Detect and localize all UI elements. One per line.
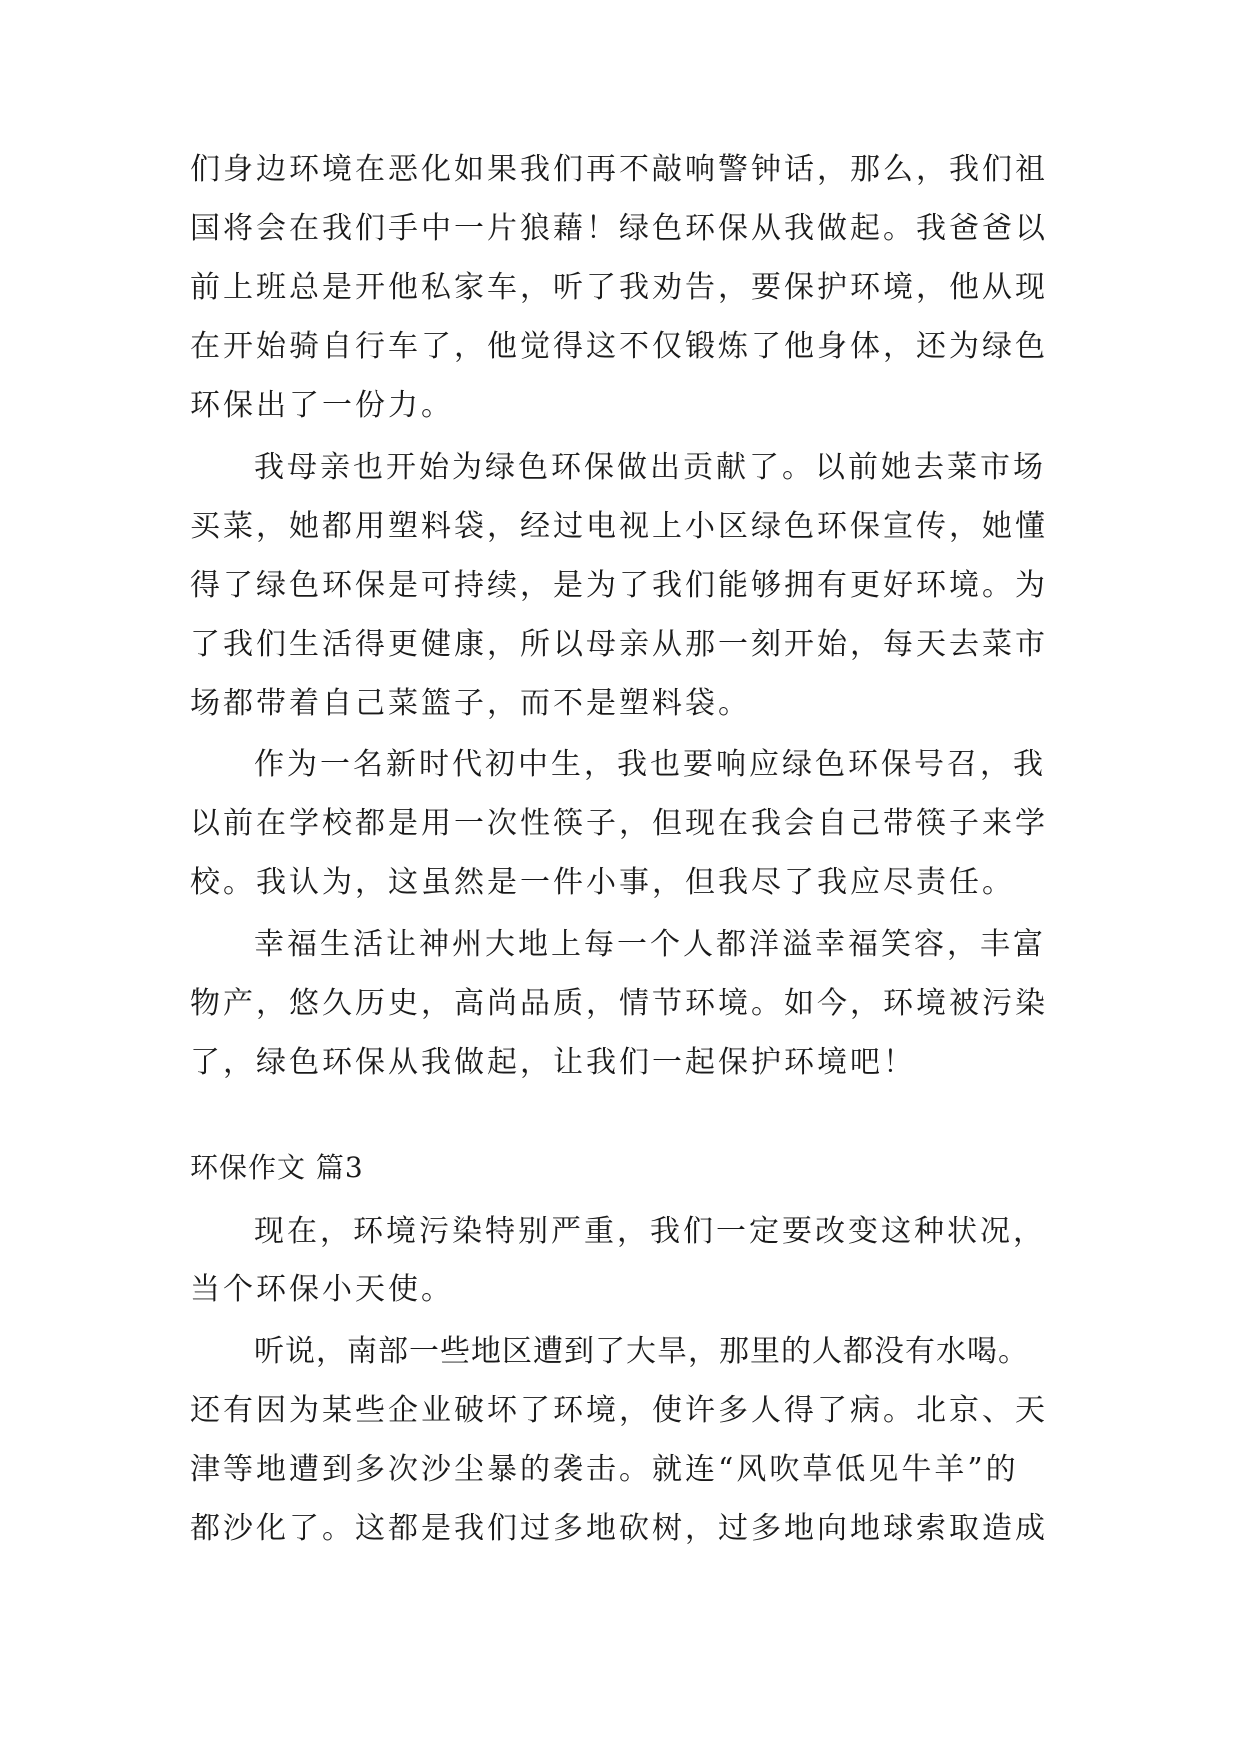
paragraph-line: 津等地遭到多次沙尘暴的袭击。就连“风吹草低见牛羊”的 [190,1452,1019,1487]
paragraph-line: 场都带着自己菜篮子，而不是塑料袋。 [190,686,751,721]
paragraph-line: 得了绿色环保是可持续，是为了我们能够拥有更好环境。为 [190,568,1048,603]
paragraph-line: 以前在学校都是用一次性筷子，但现在我会自己带筷子来学 [190,806,1048,841]
paragraph-line: 现在，环境污染特别严重，我们一定要改变这种状况， [254,1214,1046,1249]
paragraph-line: 作为一名新时代初中生，我也要响应绿色环保号召，我 [254,747,1046,782]
paragraph-line: 在开始骑自行车了，他觉得这不仅锻炼了他身体，还为绿色 [190,329,1048,364]
paragraph-line: 听说，南部一些地区遭到了大旱，那里的人都没有水喝。 [254,1334,1029,1369]
paragraph-line: 还有因为某些企业破坏了环境，使许多人得了病。北京、天 [190,1393,1048,1428]
paragraph-line: 幸福生活让神州大地上每一个人都洋溢幸福笑容，丰富 [254,927,1046,962]
paragraph-line: 前上班总是开他私家车，听了我劝告，要保护环境，他从现 [190,270,1048,305]
paragraph-line: 物产，悠久历史，高尚品质，情节环境。如今，环境被污染 [190,986,1048,1021]
paragraph-line: 我母亲也开始为绿色环保做出贡献了。以前她去菜市场 [254,450,1046,485]
section-heading: 环保作文 篇3 [190,1151,364,1184]
paragraph-line: 买菜，她都用塑料袋，经过电视上小区绿色环保宣传，她懂 [190,509,1048,544]
paragraph-line: 校。我认为，这虽然是一件小事，但我尽了我应尽责任。 [190,865,1015,900]
paragraph-line: 们身边环境在恶化如果我们再不敲响警钟话，那么，我们祖 [190,152,1048,187]
paragraph-line: 当个环保小天使。 [190,1272,454,1307]
paragraph-line: 都沙化了。这都是我们过多地砍树，过多地向地球索取造成 [190,1511,1048,1546]
paragraph-line: 环保出了一份力。 [190,388,454,423]
paragraph-line: 国将会在我们手中一片狼藉！绿色环保从我做起。我爸爸以 [190,211,1048,246]
paragraph-line: 了，绿色环保从我做起，让我们一起保护环境吧！ [190,1045,916,1080]
paragraph-line: 了我们生活得更健康，所以母亲从那一刻开始，每天去菜市 [190,627,1048,662]
